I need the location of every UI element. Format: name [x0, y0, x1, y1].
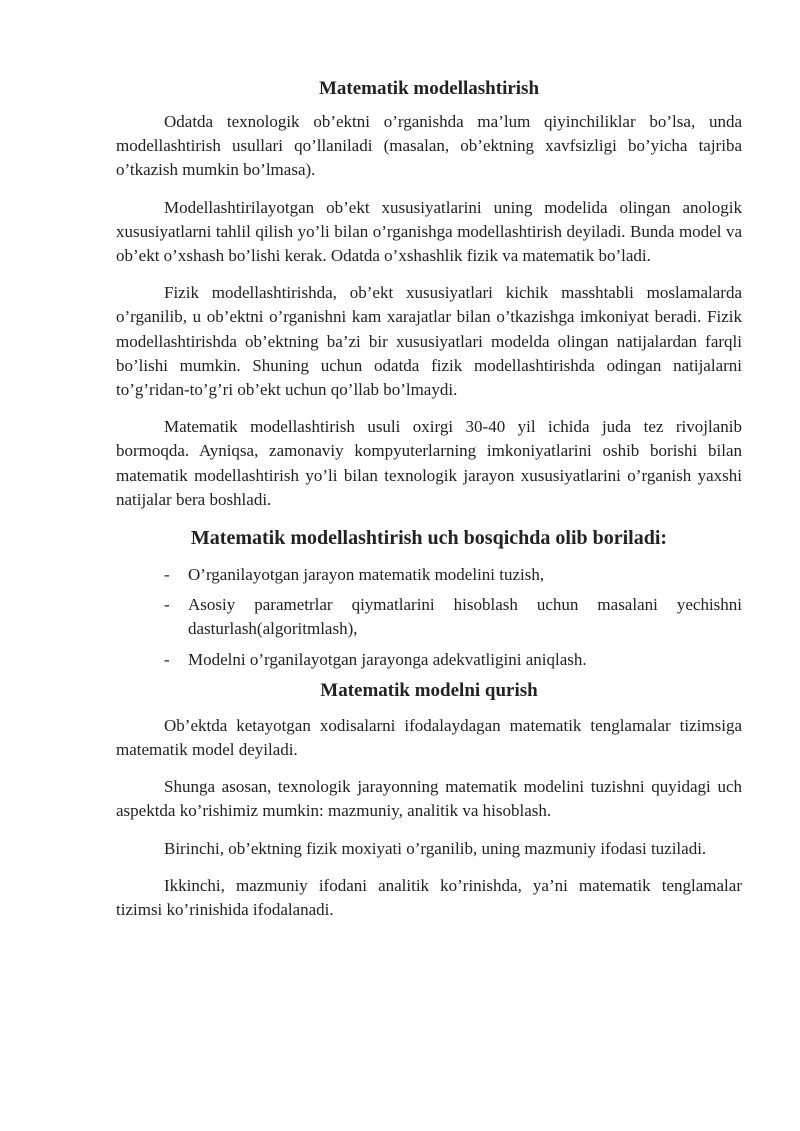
list-dash: - — [164, 565, 170, 585]
paragraph: Matematik modellashtirish usuli oxirgi 30-40 yil ichida juda tez rivojlanib bormoqda. Ayniqsa, zamonaviy kompyuterlarning imkoniyatlarini oshib borishi bilan matematik modellashtirish yo’li bilan texnologik jarayon xususiyatlarini o’rganish yaxshi natijalar bera boshladi. — [116, 417, 742, 509]
paragraph: Birinchi, ob’ektning fizik moxiyati o’rganilib, uning mazmuniy ifodasi tuziladi. — [164, 838, 707, 858]
paragraph: Odatda texnologik ob’ektni o’rganishda ma’lum qiyinchiliklar bo’lsa, unda modellashtirish usullari qo’llaniladi (masalan, ob’ektning xavfsizligi bo’yicha tajriba o’tkazish mumkin bo’lmasa). — [116, 112, 742, 180]
list-dash: - — [164, 649, 170, 669]
stages-heading: Matematik modellashtirish uch bosqichda olib boriladi: — [190, 527, 668, 550]
stages-list — [116, 563, 742, 672]
list-item — [116, 648, 742, 672]
paragraph: Ob’ektda ketayotgan xodisalarni ifodalaydagan matematik tenglamalar tizimsiga matematik model deyiladi. — [116, 715, 742, 760]
list-item-text: O’rganilayotgan jarayon matematik modelini tuzish, — [188, 565, 545, 585]
list-dash: - — [164, 595, 170, 615]
list-item-text: Modelni o’rganilayotgan jarayonga adekvatligini aniqlash. — [188, 649, 587, 669]
model-heading: Matematik modelni qurish — [320, 679, 538, 701]
list-item — [116, 593, 742, 641]
main-heading: Matematik modellashtirish — [318, 78, 540, 99]
paragraph: Ikkinchi, mazmuniy ifodani analitik ko’rinishda, ya’ni matematik tenglamalar tizimsi ko’rinishida ifodalanadi. — [116, 875, 742, 920]
paragraph: Modellashtirilayotgan ob’ekt xususiyatlarini uning modelida olingan anologik xususiyatlarni tahlil qilish yo’li bilan o’rganishga modellashtirish deyiladi. Bunda model va ob’ekt o’xshash bo’lishi kerak. Odatda o’xshashlik fizik va matematik bo’ladi. — [116, 197, 742, 266]
paragraph: Fizik modellashtirishda, ob’ekt xususiyatlari kichik masshtabli moslamalarda o’rganilib, u ob’ektni o’rganishni kam xarajatlar bilan o’tkazishga imkoniyat beradi. Fizik modellashtirishda ob’ektning ba’zi bir xususiyatlari modelda olingan natijalardan farqli bo’lishi mumkin. Shuning uchun odatda fizik modellashtirishda odingan natijalarni to’g’ridan-to’g’ri ob’ekt uchun qo’llab bo’lmaydi. — [116, 283, 742, 400]
paragraph: Shunga asosan, texnologik jarayonning matematik modelini tuzishni quyidagi uch aspektda ko’rishimiz mumkin: mazmuniy, analitik va hisoblash. — [116, 777, 742, 821]
list-item-text: Asosiy parametrlar qiymatlarini hisoblash uchun masalani yechishni dasturlash(algoritmlash), — [188, 595, 742, 639]
list-item — [116, 563, 742, 587]
